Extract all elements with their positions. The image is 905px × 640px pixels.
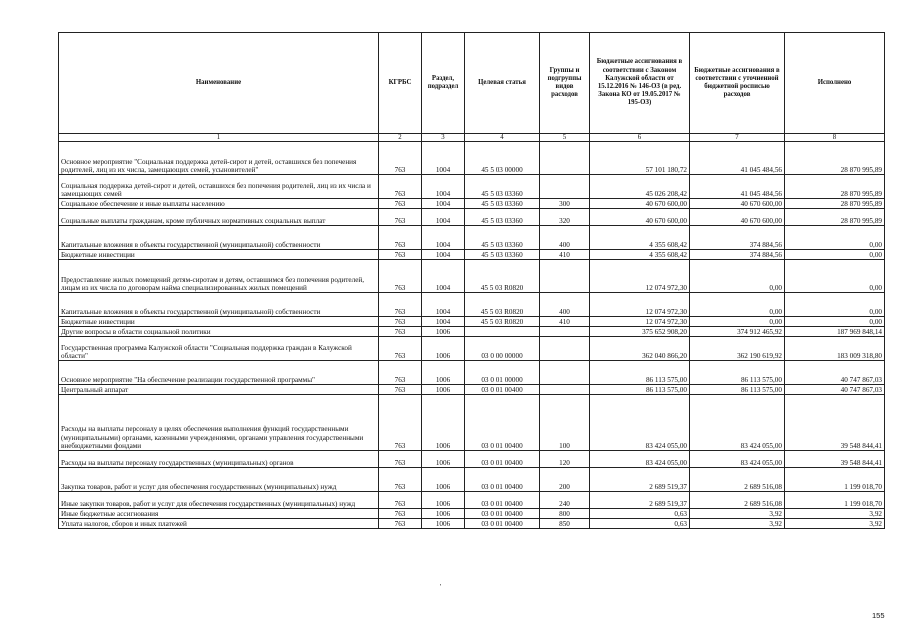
cell-executed: 1 199 018,70 — [785, 468, 885, 492]
budget-table-sheet — [58, 32, 884, 529]
header-law: Бюджетные ассигнования в соответствии с Законом Калужской области от 15.12.2016 № 146-ОЗ (в ред. Закона КО от 19.05.2017 № 195-ОЗ) — [590, 33, 690, 134]
cell-kgrbs: 763 — [379, 199, 422, 209]
cell-refined: 0,00 — [690, 293, 785, 317]
cell-section: 1006 — [422, 395, 465, 451]
cell-target: 03 0 00 00000 — [465, 337, 540, 361]
cell-law: 86 113 575,00 — [590, 361, 690, 385]
table-row — [59, 250, 885, 260]
cell-executed: 0,00 — [785, 317, 885, 327]
cell-group — [540, 337, 590, 361]
cell-executed: 28 870 995,89 — [785, 175, 885, 199]
cell-kgrbs: 763 — [379, 317, 422, 327]
cell-law: 45 026 208,42 — [590, 175, 690, 199]
table-row — [59, 209, 885, 226]
cell-law: 86 113 575,00 — [590, 385, 690, 395]
cell-kgrbs: 763 — [379, 250, 422, 260]
cell-kgrbs: 763 — [379, 451, 422, 468]
table-row — [59, 451, 885, 468]
table-row — [59, 293, 885, 317]
cell-section: 1006 — [422, 492, 465, 509]
cell-group — [540, 175, 590, 199]
cell-executed: 183 009 318,80 — [785, 337, 885, 361]
cell-refined: 374 912 465,92 — [690, 327, 785, 337]
cell-law: 0,63 — [590, 509, 690, 519]
header-executed: Исполнено — [785, 33, 885, 134]
column-number: 5 — [540, 134, 590, 142]
cell-executed: 39 548 844,41 — [785, 451, 885, 468]
table-row — [59, 175, 885, 199]
cell-section: 1006 — [422, 337, 465, 361]
cell-executed: 3,92 — [785, 519, 885, 529]
table-row — [59, 327, 885, 337]
cell-name: Расходы на выплаты персоналу государственных (муниципальных) органов — [59, 451, 379, 468]
cell-law: 12 074 972,30 — [590, 293, 690, 317]
cell-executed: 0,00 — [785, 226, 885, 250]
cell-kgrbs: 763 — [379, 385, 422, 395]
column-number: 3 — [422, 134, 465, 142]
cell-target: 45 5 03 03360 — [465, 209, 540, 226]
cell-name: Бюджетные инвестиции — [59, 250, 379, 260]
cell-law: 40 670 600,00 — [590, 209, 690, 226]
header-kgrbs: КГРБС — [379, 33, 422, 134]
cell-kgrbs: 763 — [379, 361, 422, 385]
cell-executed: 40 747 867,03 — [785, 361, 885, 385]
cell-law: 40 670 600,00 — [590, 199, 690, 209]
cell-target: 45 5 03 03360 — [465, 250, 540, 260]
cell-target: 45 5 03 00000 — [465, 142, 540, 175]
cell-section: 1006 — [422, 509, 465, 519]
cell-refined: 3,92 — [690, 509, 785, 519]
cell-group: 400 — [540, 226, 590, 250]
cell-executed: 0,00 — [785, 250, 885, 260]
table-row — [59, 337, 885, 361]
cell-group: 400 — [540, 293, 590, 317]
cell-kgrbs: 763 — [379, 175, 422, 199]
cell-target: 03 0 01 00400 — [465, 468, 540, 492]
cell-refined: 83 424 055,00 — [690, 395, 785, 451]
cell-refined: 3,92 — [690, 519, 785, 529]
cell-group: 240 — [540, 492, 590, 509]
cell-target: 45 5 03 03360 — [465, 226, 540, 250]
cell-group: 410 — [540, 317, 590, 327]
header-target: Целевая статья — [465, 33, 540, 134]
table-row — [59, 468, 885, 492]
cell-kgrbs: 763 — [379, 209, 422, 226]
cell-target: 03 0 01 00400 — [465, 451, 540, 468]
cell-section: 1004 — [422, 175, 465, 199]
cell-law: 2 689 519,37 — [590, 468, 690, 492]
cell-name: Центральный аппарат — [59, 385, 379, 395]
cell-section: 1006 — [422, 385, 465, 395]
scan-mark: ' — [440, 583, 442, 591]
table-row — [59, 142, 885, 175]
cell-section: 1004 — [422, 260, 465, 293]
cell-target — [465, 327, 540, 337]
cell-target: 45 5 03 R0820 — [465, 260, 540, 293]
table-row — [59, 395, 885, 451]
cell-target: 03 0 01 00400 — [465, 395, 540, 451]
table-row — [59, 317, 885, 327]
cell-law: 362 040 866,20 — [590, 337, 690, 361]
cell-refined: 0,00 — [690, 317, 785, 327]
cell-name: Государственная программа Калужской области "Социальная поддержка граждан в Калужской области" — [59, 337, 379, 361]
cell-name: Предоставление жилых помещений детям-сиротам и детям, оставшимся без попечения родителей, лицам из их числа по договорам найма специализированных жилых помещений — [59, 260, 379, 293]
cell-section: 1006 — [422, 361, 465, 385]
header-section: Раздел, подраздел — [422, 33, 465, 134]
cell-section: 1006 — [422, 451, 465, 468]
header-name: Наименование — [59, 33, 379, 134]
cell-kgrbs: 763 — [379, 293, 422, 317]
cell-target: 03 0 01 00400 — [465, 492, 540, 509]
cell-section: 1006 — [422, 327, 465, 337]
cell-group: 800 — [540, 509, 590, 519]
cell-section: 1004 — [422, 199, 465, 209]
cell-kgrbs: 763 — [379, 492, 422, 509]
cell-refined: 41 045 484,56 — [690, 175, 785, 199]
cell-law: 375 652 908,20 — [590, 327, 690, 337]
column-number: 4 — [465, 134, 540, 142]
cell-law: 12 074 972,30 — [590, 317, 690, 327]
cell-executed: 28 870 995,89 — [785, 209, 885, 226]
table-row — [59, 226, 885, 250]
table-row — [59, 260, 885, 293]
cell-target: 45 5 03 03360 — [465, 175, 540, 199]
cell-executed: 40 747 867,03 — [785, 385, 885, 395]
cell-name: Расходы на выплаты персоналу в целях обеспечения выполнения функций государственными (муниципальными) органами, казенными учреждениями, органами управления государственными внебюджетными фондами — [59, 395, 379, 451]
cell-section: 1004 — [422, 209, 465, 226]
cell-name: Иные закупки товаров, работ и услуг для обеспечения государственных (муниципальных) нужд — [59, 492, 379, 509]
cell-law: 12 074 972,30 — [590, 260, 690, 293]
cell-kgrbs: 763 — [379, 337, 422, 361]
table-row — [59, 199, 885, 209]
cell-name: Другие вопросы в области социальной политики — [59, 327, 379, 337]
cell-kgrbs: 763 — [379, 468, 422, 492]
cell-executed: 28 870 995,89 — [785, 142, 885, 175]
cell-group: 300 — [540, 199, 590, 209]
cell-executed: 39 548 844,41 — [785, 395, 885, 451]
header-row — [59, 33, 885, 134]
cell-section: 1004 — [422, 317, 465, 327]
table-row — [59, 492, 885, 509]
cell-name: Основное мероприятие "Социальная поддержка детей-сирот и детей, оставшихся без попечения родителей, лиц из их числа, замещающих семей, усыновителей" — [59, 142, 379, 175]
column-number: 1 — [59, 134, 379, 142]
cell-name: Социальная поддержка детей-сирот и детей, оставшихся без попечения родителей, лиц из их числа и замещающих семей — [59, 175, 379, 199]
cell-name: Уплата налогов, сборов и иных платежей — [59, 519, 379, 529]
cell-section: 1004 — [422, 226, 465, 250]
cell-section: 1006 — [422, 519, 465, 529]
column-number-row — [59, 134, 885, 142]
cell-refined: 374 884,56 — [690, 250, 785, 260]
cell-kgrbs: 763 — [379, 260, 422, 293]
cell-refined: 86 113 575,00 — [690, 385, 785, 395]
cell-kgrbs: 763 — [379, 327, 422, 337]
cell-section: 1006 — [422, 468, 465, 492]
cell-kgrbs: 763 — [379, 395, 422, 451]
cell-kgrbs: 763 — [379, 519, 422, 529]
column-number: 2 — [379, 134, 422, 142]
cell-kgrbs: 763 — [379, 509, 422, 519]
header-groups: Группы и подгруппы видов расходов — [540, 33, 590, 134]
cell-group — [540, 260, 590, 293]
column-number: 6 — [590, 134, 690, 142]
cell-kgrbs: 763 — [379, 142, 422, 175]
cell-law: 4 355 608,42 — [590, 250, 690, 260]
table-row — [59, 509, 885, 519]
column-number: 7 — [690, 134, 785, 142]
cell-law: 83 424 055,00 — [590, 395, 690, 451]
cell-group — [540, 142, 590, 175]
cell-executed: 1 199 018,70 — [785, 492, 885, 509]
cell-refined: 41 045 484,56 — [690, 142, 785, 175]
cell-target: 45 5 03 R0820 — [465, 317, 540, 327]
page-number: 155 — [872, 611, 885, 620]
cell-section: 1004 — [422, 142, 465, 175]
cell-name: Закупка товаров, работ и услуг для обеспечения государственных (муниципальных) нужд — [59, 468, 379, 492]
cell-group — [540, 361, 590, 385]
cell-law: 4 355 608,42 — [590, 226, 690, 250]
cell-name: Капитальные вложения в объекты государственной (муниципальной) собственности — [59, 293, 379, 317]
cell-group: 100 — [540, 395, 590, 451]
cell-name: Капитальные вложения в объекты государственной (муниципальной) собственности — [59, 226, 379, 250]
cell-name: Бюджетные инвестиции — [59, 317, 379, 327]
cell-name: Иные бюджетные ассигнования — [59, 509, 379, 519]
cell-group: 320 — [540, 209, 590, 226]
cell-refined: 86 113 575,00 — [690, 361, 785, 385]
cell-target: 45 5 03 R0820 — [465, 293, 540, 317]
cell-refined: 83 424 055,00 — [690, 451, 785, 468]
cell-law: 0,63 — [590, 519, 690, 529]
cell-refined: 2 689 516,08 — [690, 492, 785, 509]
cell-group: 200 — [540, 468, 590, 492]
cell-name: Основное мероприятие "На обеспечение реализации государственной программы" — [59, 361, 379, 385]
cell-executed: 0,00 — [785, 260, 885, 293]
cell-target: 03 0 01 00000 — [465, 361, 540, 385]
cell-law: 57 101 180,72 — [590, 142, 690, 175]
cell-law: 2 689 519,37 — [590, 492, 690, 509]
cell-group: 410 — [540, 250, 590, 260]
cell-group — [540, 385, 590, 395]
cell-executed: 187 969 848,14 — [785, 327, 885, 337]
table-row — [59, 519, 885, 529]
cell-executed: 3,92 — [785, 509, 885, 519]
cell-refined: 374 884,56 — [690, 226, 785, 250]
cell-refined: 40 670 600,00 — [690, 199, 785, 209]
cell-kgrbs: 763 — [379, 226, 422, 250]
cell-target: 03 0 01 00400 — [465, 509, 540, 519]
cell-executed: 28 870 995,89 — [785, 199, 885, 209]
cell-refined: 362 190 619,92 — [690, 337, 785, 361]
column-number: 8 — [785, 134, 885, 142]
cell-group — [540, 327, 590, 337]
cell-refined: 40 670 600,00 — [690, 209, 785, 226]
table-row — [59, 361, 885, 385]
header-refined: Бюджетные ассигнования в соответствии с уточненной бюджетной росписью расходов — [690, 33, 785, 134]
cell-executed: 0,00 — [785, 293, 885, 317]
table-row — [59, 385, 885, 395]
cell-target: 03 0 01 00400 — [465, 385, 540, 395]
cell-section: 1004 — [422, 293, 465, 317]
cell-target: 03 0 01 00400 — [465, 519, 540, 529]
cell-section: 1004 — [422, 250, 465, 260]
cell-group: 850 — [540, 519, 590, 529]
cell-refined: 0,00 — [690, 260, 785, 293]
cell-group: 120 — [540, 451, 590, 468]
cell-name: Социальные выплаты гражданам, кроме публичных нормативных социальных выплат — [59, 209, 379, 226]
cell-name: Социальное обеспечение и иные выплаты населению — [59, 199, 379, 209]
cell-law: 83 424 055,00 — [590, 451, 690, 468]
cell-target: 45 5 03 03360 — [465, 199, 540, 209]
budget-table — [58, 32, 885, 529]
cell-refined: 2 689 516,08 — [690, 468, 785, 492]
